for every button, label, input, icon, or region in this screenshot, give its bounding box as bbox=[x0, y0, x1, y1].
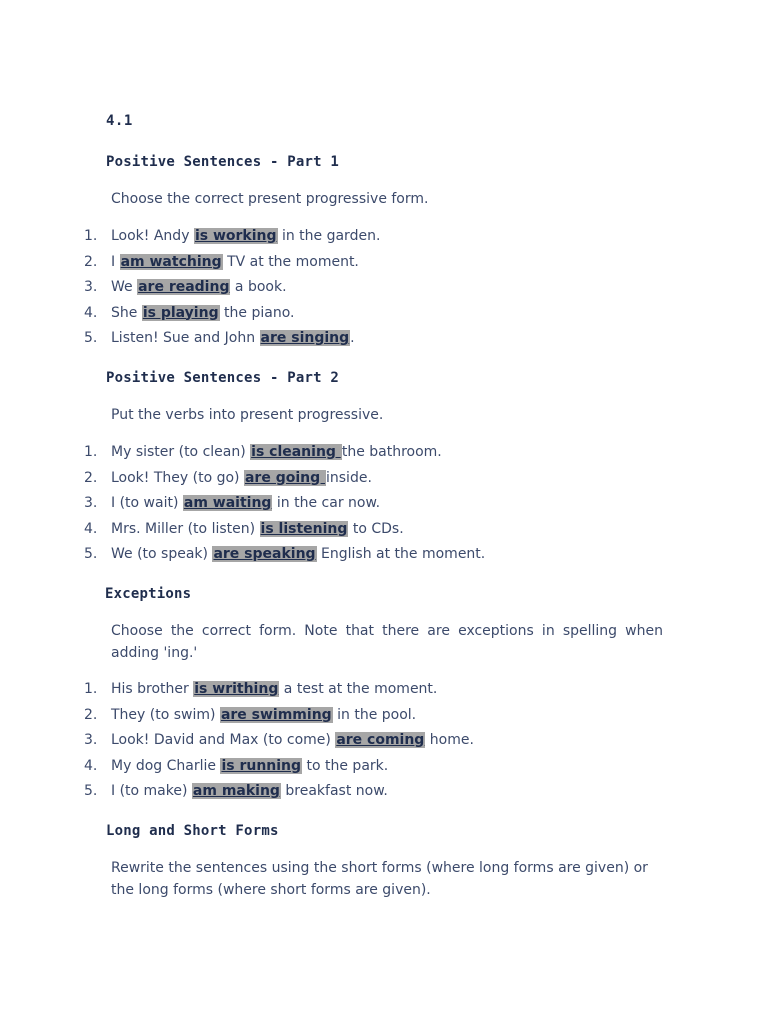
list-item: 2. They (to swim) are swimming in the pool. bbox=[84, 706, 417, 723]
list-item: 1. My sister (to clean) is cleaning the bathroom. bbox=[84, 444, 442, 460]
answer-highlight: is playing bbox=[142, 304, 219, 321]
heading-positive-part-1: Positive Sentences - Part 1 bbox=[106, 154, 339, 170]
answer-highlight: are swimming bbox=[220, 706, 332, 723]
exercise-list-part-2 bbox=[84, 441, 485, 569]
list-item: 3. I (to wait) am waiting in the car now. bbox=[84, 495, 381, 511]
list-item: 4. Mrs. Miller (to listen) is listening to CDs. bbox=[84, 520, 404, 537]
list-item: 3. Look! David and Max (to come) are coming home. bbox=[84, 732, 474, 748]
list-item: 1. His brother is writhing a test at the moment. bbox=[84, 681, 438, 697]
answer-highlight: is writhing bbox=[194, 681, 279, 697]
heading-long-short-forms: Long and Short Forms bbox=[106, 823, 279, 839]
list-item: 4. My dog Charlie is running to the park. bbox=[84, 757, 389, 774]
exercise-list-part-1 bbox=[84, 225, 380, 353]
list-item: 5. We (to speak) are speaking English at the moment. bbox=[84, 546, 486, 562]
answer-highlight: is cleaning bbox=[251, 444, 341, 460]
answer-highlight: am waiting bbox=[183, 495, 272, 511]
heading-positive-part-2: Positive Sentences - Part 2 bbox=[106, 370, 339, 386]
section-number: 4.1 bbox=[106, 113, 133, 129]
list-item: 4. She is playing the piano. bbox=[84, 304, 295, 321]
answer-highlight: are coming bbox=[336, 732, 425, 748]
instruction-positive-part-2: Put the verbs into present progressive. bbox=[111, 407, 384, 423]
answer-highlight: are going bbox=[244, 469, 325, 486]
answer-highlight: are singing bbox=[260, 330, 350, 346]
instruction-exceptions: Choose the correct form. Note that there are exceptions in spelling when adding 'ing.' bbox=[111, 623, 663, 661]
exercise-list-exceptions bbox=[84, 678, 474, 806]
instruction-long-short-forms: Rewrite the sentences using the short forms (where long forms are given) or the long forms (where short forms are given). bbox=[111, 860, 648, 898]
list-item: 2. Look! They (to go) are going inside. bbox=[84, 469, 372, 486]
list-item: 2. I am watching TV at the moment. bbox=[84, 253, 359, 270]
answer-highlight: are speaking bbox=[213, 546, 316, 562]
answer-highlight: is running bbox=[221, 757, 302, 774]
list-item: 5. I (to make) am making breakfast now. bbox=[84, 783, 388, 799]
list-item: 5. Listen! Sue and John are singing. bbox=[84, 330, 355, 346]
heading-exceptions: Exceptions bbox=[105, 586, 192, 602]
answer-highlight: is listening bbox=[260, 520, 348, 537]
list-item: 3. We are reading a book. bbox=[84, 279, 287, 295]
answer-highlight: are reading bbox=[138, 279, 230, 295]
answer-highlight: am making bbox=[192, 783, 280, 799]
list-item: 1. Look! Andy is working in the garden. bbox=[84, 228, 381, 244]
answer-highlight: is working bbox=[194, 228, 277, 244]
instruction-positive-part-1: Choose the correct present progressive form. bbox=[111, 191, 429, 207]
answer-highlight: am watching bbox=[120, 253, 222, 270]
